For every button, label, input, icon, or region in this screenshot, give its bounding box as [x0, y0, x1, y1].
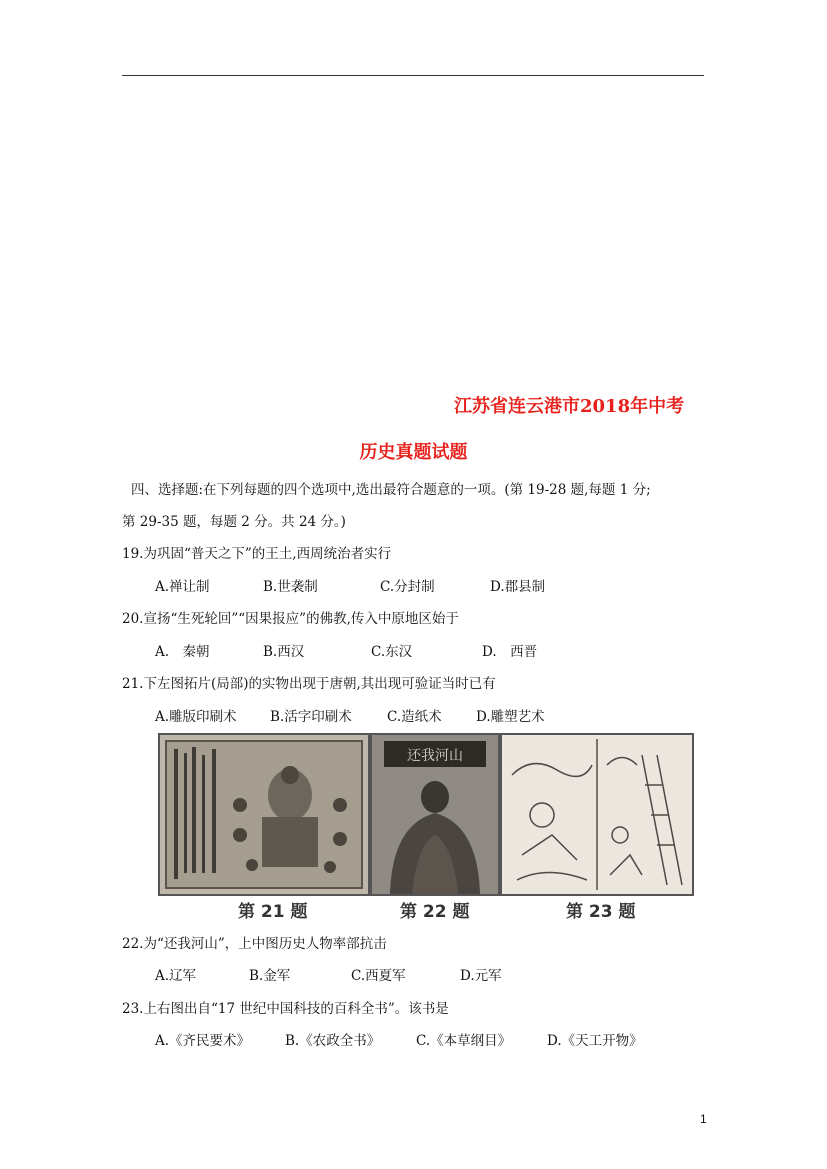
rubbing-image: [160, 735, 368, 894]
title-line-1: 江苏省连云港市2018年中考: [454, 396, 685, 417]
figure-caption-21: 第 21 题: [238, 902, 308, 922]
figure-caption-22: 第 22 题: [400, 902, 470, 922]
question-22-option-c: C.西夏军: [351, 968, 406, 984]
question-23-stem: 23.上右图出自“17 世纪中国科技的百科全书”。该书是: [122, 1001, 449, 1017]
question-19-option-a: A.禅让制: [155, 579, 210, 595]
question-23-option-b: B.《农政全书》: [285, 1033, 381, 1049]
question-figure: [158, 733, 694, 920]
section-intro-line-2: 第 29-35 题，每题 2 分。共 24 分。): [122, 514, 346, 530]
illustration-image: [502, 735, 692, 894]
question-23-option-c: C.《本草纲目》: [416, 1033, 512, 1049]
question-22-option-b: B.金军: [249, 968, 291, 984]
title-line-2: 历史真题试题: [359, 442, 468, 463]
question-21-option-d: D.雕塑艺术: [476, 709, 545, 725]
question-22-stem: 22.为“还我河山”，上中图历史人物率部抗击: [122, 936, 387, 952]
question-20-option-a: A. 秦朝: [155, 644, 210, 660]
statue-image: [372, 735, 498, 894]
question-21-option-a: A.雕版印刷术: [155, 709, 237, 725]
figure-panel-23-illustration: [500, 733, 694, 896]
question-20-option-c: C.东汉: [371, 644, 413, 660]
question-21-option-b: B.活字印刷术: [270, 709, 352, 725]
question-22-option-a: A.辽军: [155, 968, 197, 984]
figure-panel-21-rubbing: [158, 733, 370, 896]
question-22-option-d: D.元军: [460, 968, 502, 984]
question-21-stem: 21.下左图拓片(局部)的实物出现于唐朝,其出现可验证当时已有: [122, 676, 496, 692]
page-number: 1: [700, 1112, 707, 1126]
statue-banner-text: 还我河山: [407, 748, 463, 764]
question-19-option-d: D.郡县制: [490, 579, 546, 595]
question-20-option-d: D. 西晋: [482, 644, 538, 660]
section-intro-line-1: 四、选择题:在下列每题的四个选项中,选出最符合题意的一项。(第 19-28 题,每题 1 分;: [131, 482, 651, 498]
question-19-stem: 19.为巩固“普天之下”的王土,西周统治者实行: [122, 546, 392, 562]
question-19-option-b: B.世袭制: [263, 579, 318, 595]
question-21-option-c: C.造纸术: [387, 709, 442, 725]
question-23-option-d: D.《天工开物》: [547, 1033, 643, 1049]
question-20-stem: 20.宣扬“生死轮回”“因果报应”的佛教,传入中原地区始于: [122, 611, 459, 627]
figure-panel-22-statue: [370, 733, 500, 896]
figure-caption-23: 第 23 题: [566, 902, 636, 922]
question-23-option-a: A.《齐民要术》: [155, 1033, 251, 1049]
question-20-option-b: B.西汉: [263, 644, 305, 660]
header-rule: [122, 75, 704, 76]
question-19-option-c: C.分封制: [380, 579, 435, 595]
